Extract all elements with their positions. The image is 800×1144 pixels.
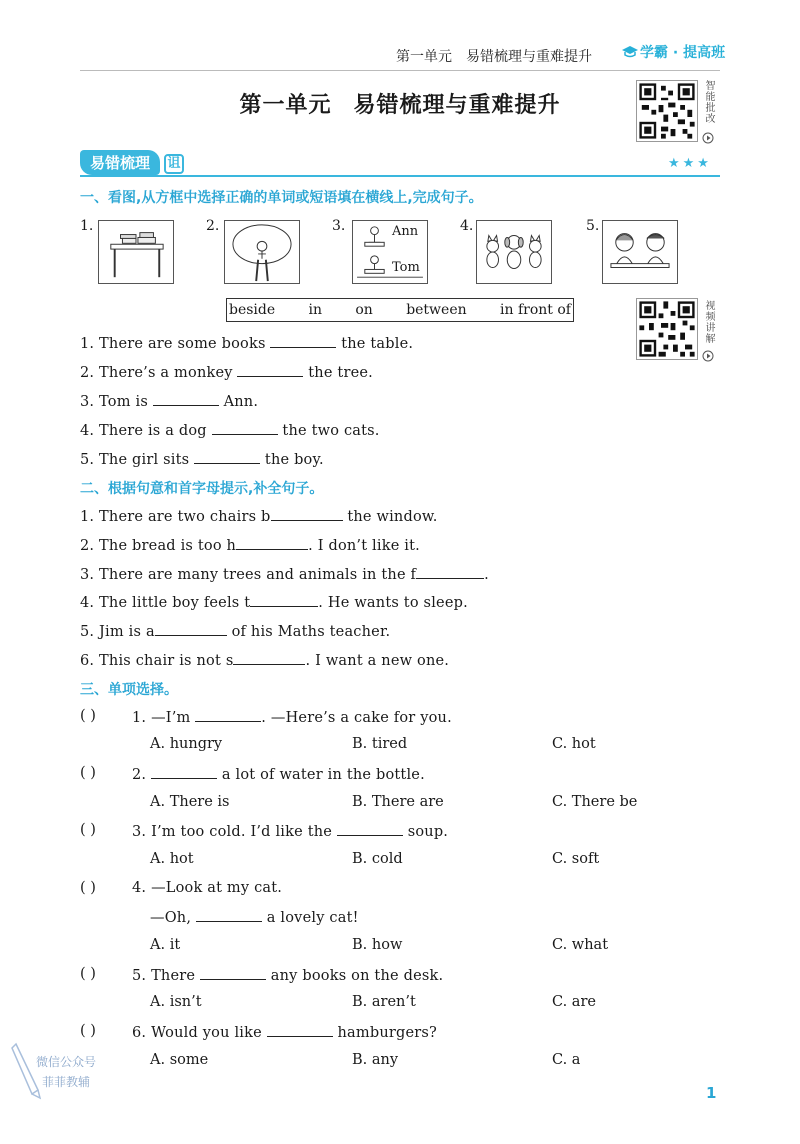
answer-paren[interactable]: ( ) — [80, 1023, 96, 1039]
picture-number: 4. — [460, 218, 474, 234]
answer-blank[interactable] — [200, 966, 266, 980]
part1-sentence: 2. There’s a monkey the tree. — [80, 365, 373, 381]
part2-sentence: 5. Jim is a of his Maths teacher. — [80, 624, 391, 640]
brand-text: 学霸 · 提高班 — [640, 45, 726, 61]
section-banner-label: 易错梳理 — [80, 150, 160, 175]
answer-paren[interactable]: ( ) — [80, 708, 96, 724]
section-divider — [80, 175, 720, 177]
picture-label-tom: Tom — [392, 260, 420, 275]
answer-blank[interactable] — [194, 450, 260, 464]
picture-number: 3. — [332, 218, 346, 234]
option-c[interactable]: C. There be — [552, 794, 638, 810]
option-a[interactable]: A. isn’t — [150, 994, 202, 1010]
header-divider — [80, 70, 720, 71]
option-b[interactable]: B. cold — [352, 851, 403, 867]
option-a[interactable]: A. There is — [150, 794, 230, 810]
answer-blank[interactable] — [337, 822, 403, 836]
picture-monkey-in-tree — [224, 220, 300, 284]
part1-sentence: 4. There is a dog the two cats. — [80, 423, 380, 439]
option-a[interactable]: A. hungry — [150, 736, 223, 752]
picture-label-ann: Ann — [392, 224, 419, 239]
watermark-line1: 微信公众号 — [36, 1055, 97, 1069]
difficulty-stars: ★★★ — [668, 156, 712, 171]
watermark — [30, 1052, 96, 1092]
part2-sentence: 3. There are many trees and animals in the f . — [80, 567, 489, 583]
answer-blank[interactable] — [271, 507, 343, 521]
answer-blank[interactable] — [237, 363, 303, 377]
answer-blank[interactable] — [236, 536, 308, 550]
mc-question: 2. a lot of water in the bottle. — [132, 767, 425, 783]
running-header-unit: 第一单元 — [396, 49, 452, 65]
picture-number: 1. — [80, 218, 94, 234]
answer-paren[interactable]: ( ) — [80, 966, 96, 982]
answer-blank[interactable] — [250, 593, 318, 607]
word-bank-item: in — [308, 302, 323, 318]
word-bank-item: between — [406, 302, 467, 318]
answer-blank[interactable] — [155, 622, 227, 636]
option-c[interactable]: C. a — [552, 1052, 581, 1068]
section-banner — [80, 150, 184, 174]
option-c[interactable]: C. hot — [552, 736, 596, 752]
running-header-topic: 易错梳理与重难提升 — [466, 49, 592, 65]
part2-sentence: 4. The little boy feels t . He wants to sleep. — [80, 595, 468, 611]
watermark-line2: 菲菲教辅 — [42, 1075, 91, 1089]
answer-blank[interactable] — [270, 334, 336, 348]
qr-video-label: 视频讲解 — [703, 300, 714, 344]
picture-girl-beside-boy — [602, 220, 678, 284]
mc-question: 4. —Look at my cat. — [132, 880, 283, 896]
option-c[interactable]: C. soft — [552, 851, 600, 867]
option-b[interactable]: B. There are — [352, 794, 444, 810]
part1-sentence: 3. Tom is Ann. — [80, 394, 259, 410]
option-b[interactable]: B. tired — [352, 736, 408, 752]
option-c[interactable]: C. what — [552, 937, 609, 953]
section-banner-icon: 诅 — [164, 154, 184, 174]
mc-question-line2: —Oh, a lovely cat! — [150, 910, 359, 926]
answer-blank[interactable] — [151, 765, 217, 779]
qr-grading-label: 智能批改 — [703, 80, 714, 124]
word-bank-item: beside — [229, 302, 276, 318]
word-bank-item: on — [355, 302, 373, 318]
picture-number: 2. — [206, 218, 220, 234]
answer-blank[interactable] — [233, 651, 305, 665]
answer-blank[interactable] — [416, 565, 484, 579]
option-b[interactable]: B. how — [352, 937, 403, 953]
part3-heading: 三、单项选择。 — [80, 682, 178, 698]
part2-sentence: 1. There are two chairs b the window. — [80, 509, 438, 525]
option-a[interactable]: A. some — [150, 1052, 209, 1068]
page-title-topic: 易错梳理与重难提升 — [353, 93, 561, 118]
option-b[interactable]: B. any — [352, 1052, 399, 1068]
answer-blank[interactable] — [153, 392, 219, 406]
option-a[interactable]: A. hot — [150, 851, 194, 867]
picture-dog-between-cats — [476, 220, 552, 284]
picture-number: 5. — [586, 218, 600, 234]
part1-sentence: 5. The girl sits the boy. — [80, 452, 324, 468]
option-b[interactable]: B. aren’t — [352, 994, 416, 1010]
mc-question: 6. Would you like hamburgers? — [132, 1025, 438, 1041]
word-bank-item: in front of — [500, 302, 571, 318]
option-a[interactable]: A. it — [150, 937, 181, 953]
page-title-unit: 第一单元 — [239, 93, 332, 118]
mc-question: 1. —I’m . —Here’s a cake for you. — [132, 710, 452, 726]
play-icon — [702, 350, 714, 362]
mc-question: 3. I’m too cold. I’d like the soup. — [132, 824, 449, 840]
mc-question: 5. There any books on the desk. — [132, 968, 444, 984]
qr-code-grading[interactable] — [636, 80, 698, 142]
answer-blank[interactable] — [267, 1023, 333, 1037]
answer-blank[interactable] — [195, 708, 261, 722]
brand-logo — [622, 42, 725, 62]
answer-paren[interactable]: ( ) — [80, 880, 96, 896]
part1-sentence: 1. There are some books the table. — [80, 336, 414, 352]
part2-heading: 二、根据句意和首字母提示,补全句子。 — [80, 481, 324, 497]
part2-sentence: 6. This chair is not s . I want a new one. — [80, 653, 450, 669]
part2-sentence: 2. The bread is too h . I don’t like it. — [80, 538, 420, 554]
picture-books-on-table — [98, 220, 174, 284]
part1-heading: 一、看图,从方框中选择正确的单词或短语填在横线上,完成句子。 — [80, 190, 483, 206]
word-bank — [226, 298, 574, 322]
running-header — [396, 46, 606, 66]
answer-paren[interactable]: ( ) — [80, 822, 96, 838]
answer-blank[interactable] — [196, 908, 262, 922]
page-number: 1 — [706, 1084, 717, 1102]
graduation-cap-icon — [622, 45, 638, 59]
qr-code-video[interactable] — [636, 298, 698, 360]
play-icon — [702, 132, 714, 144]
option-c[interactable]: C. are — [552, 994, 596, 1010]
answer-blank[interactable] — [212, 421, 278, 435]
answer-paren[interactable]: ( ) — [80, 765, 96, 781]
